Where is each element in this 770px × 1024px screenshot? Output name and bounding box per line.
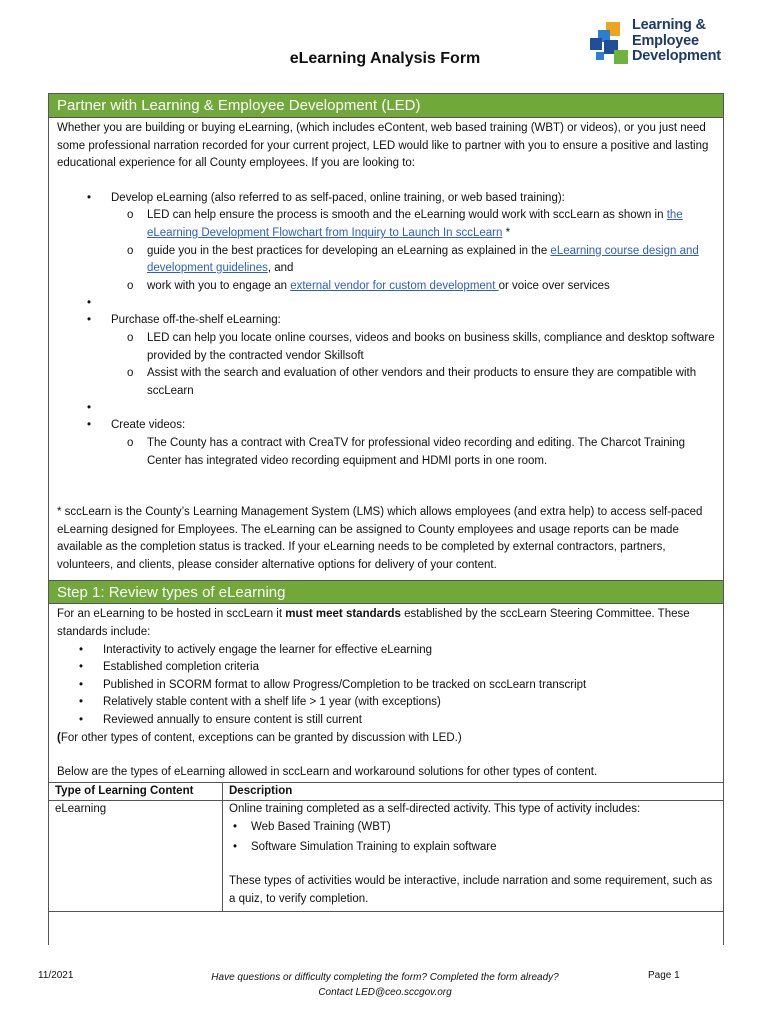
table-header-description: Description — [223, 782, 724, 801]
footer-contact: Have questions or difficulty completing the form? Completed the form already? Contact LED@ceo.sccgov.org — [211, 972, 559, 998]
standard-item: • Interactivity to actively engage the learner for effective eLearning — [57, 642, 715, 660]
goals-list — [57, 190, 715, 470]
row-description-elearning: Online training completed as a self-directed activity. This type of activity includes: • Web Based Training (WBT) • Software Simulation Training to explain software These types of activities would be interactive, include narration and some requirement, such as a quiz, to verify completion. — [223, 801, 724, 912]
section-body-step1 — [49, 604, 723, 912]
goal-videos-text: Create videos: — [111, 419, 186, 432]
logo-line-2: Employee — [632, 32, 699, 49]
table-header-type: Type of Learning Content — [49, 782, 223, 801]
standards-list — [57, 642, 715, 730]
logo-line-1: Learning & — [632, 17, 706, 33]
goal-develop — [57, 190, 715, 296]
list-item: • Software Simulation Training to explain software — [229, 839, 717, 857]
section-body-partner — [49, 118, 723, 574]
exceptions-note: (For other types of content, exceptions can be granted by discussion with LED.) — [57, 731, 462, 744]
elearning-types-list — [229, 819, 717, 856]
develop-item-3: o work with you to engage an external vendor for custom development or voice over services — [57, 278, 715, 296]
section-header-step1: Step 1: Review types of eLearning — [49, 580, 723, 604]
flowchart-link[interactable]: the eLearning Development Flowchart from Inquiry to Launch In sccLearn — [147, 209, 683, 239]
goal-develop-text: Develop eLearning (also referred to as self-paced, online training, or web based training): — [111, 191, 565, 204]
goal-purchase — [57, 312, 715, 400]
standard-item: • Established completion criteria — [57, 659, 715, 677]
videos-sublist — [57, 435, 715, 470]
vendor-link[interactable]: external vendor for custom development — [290, 279, 499, 292]
types-intro: Below are the types of eLearning allowed in sccLearn and workaround solutions for other types of content. — [57, 766, 598, 779]
goal-videos — [57, 417, 715, 470]
form-frame — [48, 93, 724, 945]
standard-item: • Published in SCORM format to allow Progress/Completion to be tracked on sccLearn transcript — [57, 677, 715, 695]
scclearn-note: * sccLearn is the County’s Learning Management System (LMS) which allows employees (and extra help) to access self-paced eLearning designed for Employees. The eLearning can be assigned to County employees and usage reports can be made available as the completion status is tracked. If your eLearning needs to be completed by external contractors, partners, volunteers, and clients, please consider alternative options for delivery of your content. — [57, 506, 703, 571]
list-item: • Web Based Training (WBT) — [229, 819, 717, 837]
table-row — [49, 801, 724, 912]
footer-page-number: Page 1 — [648, 970, 680, 981]
table-header-row — [49, 782, 724, 801]
videos-item-1: o The County has a contract with CreaTV for professional video recording and editing. The Charcot Training Center has integrated video recording equipment and HDMI ports in one room. — [57, 435, 715, 470]
intro-paragraph: Whether you are building or buying eLearning, (which includes eContent, web based training (WBT) or videos), or you just need some professional narration recorded for your current project, LED would like to partner with you to ensure a positive and lasting educational experience for all County employees. If you are looking to: — [57, 122, 709, 170]
section-header-partner: Partner with Learning & Employee Development (LED) — [49, 94, 723, 118]
footer-date: 11/2021 — [38, 970, 74, 981]
goal-purchase-text: Purchase off-the-shelf eLearning: — [111, 314, 281, 327]
develop-item-1: o LED can help ensure the process is smooth and the eLearning would work with sccLearn as shown in the eLearning Development Flowchart from Inquiry to Launch In sccLearn * — [57, 207, 715, 242]
purchase-sublist — [57, 330, 715, 400]
row-type-elearning: eLearning — [49, 801, 223, 912]
purchase-item-1: o LED can help you locate online courses, videos and books on business skills, compliance and desktop software provided by the contracted vendor Skillsoft — [57, 330, 715, 365]
standard-item: • Relatively stable content with a shelf life > 1 year (with exceptions) — [57, 694, 715, 712]
standards-intro: For an eLearning to be hosted in sccLearn it must meet standards established by the sccLearn Steering Committee. These standards include: — [57, 608, 690, 639]
develop-sublist — [57, 207, 715, 295]
standard-item: • Reviewed annually to ensure content is still current — [57, 712, 715, 730]
form-title: eLearning Analysis Form — [289, 50, 481, 67]
guidelines-link[interactable]: eLearning course design and development guidelines — [147, 244, 699, 275]
logo-line-3: Development — [632, 48, 721, 64]
learning-types-table — [48, 782, 724, 913]
purchase-item-2: o Assist with the search and evaluation of other vendors and their products to ensure they are compatible with sccLearn — [57, 365, 715, 400]
develop-item-2: o guide you in the best practices for developing an eLearning as explained in the eLearning course design and development guidelines, and — [57, 243, 715, 278]
